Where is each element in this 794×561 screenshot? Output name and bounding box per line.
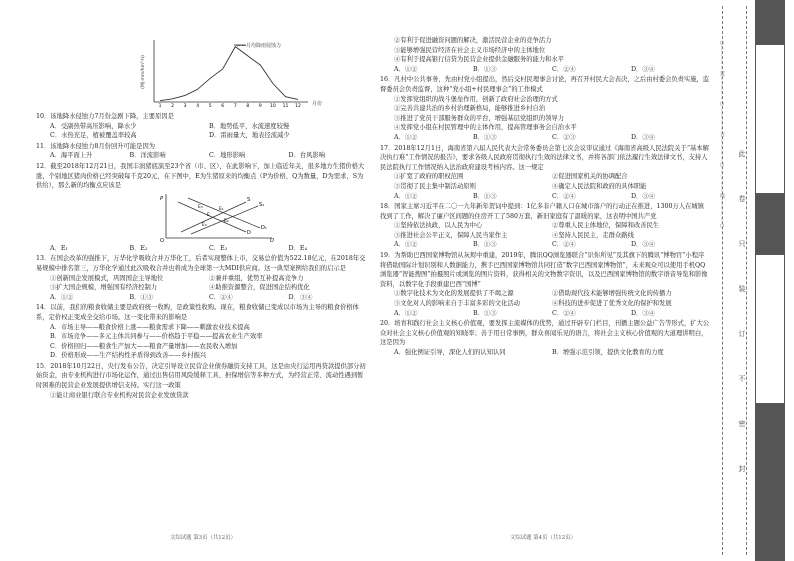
option-a[interactable]: A．市场主导——粮食价格上涨——粮食需求下降——刺激农业技术提高 [50, 323, 250, 331]
statement-1: ①扩宽了政府的职权范围 [394, 173, 464, 181]
question-12-stem: 12．截至2018年12月21日，我国丰润猪底演至23个省（市、区），在此影响下，加上临近年关，很多地方生猪价格大涨，个别地区猪肉价格已经突破每千克20元，在下图中，E为生猪原来的均衡点（P为价格，Q为数量，D为需求，S为供给），那么新的均衡点应该是 [36, 162, 365, 190]
question-15-options [380, 65, 710, 75]
option-d[interactable]: D．③④ [631, 309, 655, 317]
statement-4: ④有利于提高银行信贷为民营企业提供金融服务的能力和水平 [394, 56, 565, 64]
strip-segment-1 [755, 0, 785, 44]
rainfall-chart-svg [36, 36, 368, 108]
question-17-statements [380, 172, 710, 191]
supply-demand-diagram [36, 192, 368, 242]
option-c[interactable]: C．②④ [209, 293, 233, 301]
chart-xlabel: 月份 [312, 101, 323, 107]
option-a[interactable]: A．①② [394, 241, 418, 249]
label-s1: S₁ [259, 201, 265, 208]
option-a[interactable]: A．①② [394, 309, 418, 317]
statement-4: ④科技的进步促进了优秀文化的保护和发展 [552, 300, 672, 308]
strip-segment-3 [755, 194, 785, 254]
label-o: O [160, 237, 164, 242]
question-12-options [36, 244, 368, 254]
erosivity-series-line [160, 47, 298, 101]
option-d[interactable]: D．③④ [631, 241, 655, 249]
statement-2: ②完善共建共治的乡村治理新格局，能够推进乡村自治 [394, 105, 546, 113]
question-17 [380, 144, 710, 202]
strip-segment-4 [755, 254, 785, 404]
left-page-footer: 文综试题 第3页（共12页） [170, 535, 236, 541]
statement-4: ④坚持人民民主，走群众路线 [552, 231, 634, 239]
statement-3: ③贯彻了民主集中制活动原则 [394, 182, 476, 190]
question-17-stem: 17．2018年12月1日，海南省第六届人民代表大会常务委员会第七次会议审议通过《海南省高级人民法院关于“基本解决执行难”工作情况的报告》，要求各级人民政府贯彻执行生效的法律文书，并将各部门依法履行生效法律文书，支持人民法院执行工作情况纳入法治政府建设考核内容。这一规定 [380, 144, 709, 171]
label-e: E [207, 212, 210, 218]
statement-1: ①数字化技术为文化的发展提供了不竭之源 [394, 290, 514, 298]
option-a[interactable]: A．E₁ [50, 244, 68, 252]
statement-2: ②尊重人民主体地位，保障和改善民生 [552, 222, 660, 230]
option-a[interactable]: A．强化例证引导，深化人们的认知认同 [394, 349, 506, 356]
question-10 [36, 112, 368, 141]
x-tick-label: 8 [246, 104, 250, 108]
question-19 [380, 251, 710, 318]
option-b[interactable]: B．①③ [473, 241, 497, 249]
option-d[interactable]: D．台风影响 [288, 152, 326, 160]
option-d[interactable]: D．③④ [288, 293, 313, 301]
question-11-stem: 11．该地降水侵蚀力8月份回升可能是因为 [36, 142, 156, 150]
option-d[interactable]: D．③④ [631, 65, 655, 73]
option-b[interactable]: B．市场竞争——多元主体共同参与——价格趋于平稳——提高农业生产效率 [50, 333, 263, 341]
x-tick-label: 9 [258, 104, 262, 108]
option-d[interactable]: D．③④ [631, 133, 655, 141]
statement-1: ①坚持依法执政，以人民为中心 [394, 222, 483, 230]
question-12 [36, 162, 368, 253]
statement-4: ④发挥党小组在村民管理中的主体作用，提高管理事务会自治水平 [394, 124, 577, 132]
x-tick-label: 3 [183, 104, 187, 108]
option-b[interactable]: B．E₂ [129, 244, 148, 252]
option-c[interactable]: C．②④ [552, 192, 576, 200]
label-e3: E₃ [198, 204, 203, 210]
option-a[interactable]: A．①② [394, 133, 418, 141]
option-c[interactable]: C．②④ [552, 309, 576, 317]
option-a[interactable]: A．①② [394, 192, 418, 200]
question-18-options [380, 240, 710, 250]
option-b[interactable]: B．地势低平，水流速度较慢 [209, 122, 290, 130]
option-c[interactable]: C．E₃ [209, 244, 228, 252]
statement-2: ②促进国家机关的协调配合 [552, 173, 628, 181]
label-d1: D₁ [261, 224, 267, 231]
question-18-stem: 18．国家主席习近平在二〇一九年新年贺词中提到：1亿多非户籍人口在城市落户的行动正在推进，1300万人在城镇找到了工作，解决了廉户区间题的住房开工了580万套，新旧家庭有了温暖的家，这表明中国共产党 [380, 203, 704, 220]
option-b[interactable]: B．增强示范引领，提供文化教育的力度 [552, 349, 664, 356]
question-13-statements [36, 274, 368, 293]
statement-3: ③推进了党员干部服务群众的平台，增强基层党组织的领导力 [394, 114, 565, 122]
label-e2: E₂ [224, 218, 229, 224]
option-a[interactable]: A．①② [394, 65, 418, 73]
label-p: P [160, 195, 164, 202]
x-tick-label: 7 [233, 104, 237, 108]
question-10-stem: 10．该地降水侵蚀力7月份急剧下降，主要原因是 [36, 113, 174, 120]
question-17-options [380, 192, 710, 202]
question-18 [380, 202, 710, 250]
x-tick-label: 2 [171, 104, 174, 108]
question-11-options [36, 151, 368, 161]
x-tick-label: 10 [270, 104, 276, 108]
question-16-stem: 16．凡村中公共事务，先由村党小组提出，然后交村民理事会讨论，再召开村民大会表决，之后由村委会负责实施，监督委员会负责监督，这种“党小组+村民理事会”的工作模式 [380, 76, 710, 93]
question-13-stem: 13．在国企改革的强推下，万华化学吸收合并万华化工，后者实现整体上市，交易总价值为522.18亿元，在2018年交易规模中排名第三，万华化学通过此次吸收合并也将成为全球第一大MDI供应商。这一典型案例给我们的启示是 [36, 255, 366, 272]
option-a[interactable]: A．受副热带高压影响，降水少 [50, 122, 137, 130]
label-s: S [247, 196, 251, 203]
statement-1: ①发挥党组织的战斗堡垒作用，创新了政府社会治理的方式 [394, 95, 558, 103]
question-13 [36, 254, 368, 302]
option-d[interactable]: D．E₄ [288, 244, 307, 252]
option-c[interactable]: C．水热充足，植被覆盖率较高 [50, 132, 137, 140]
question-13-options [36, 293, 368, 303]
x-tick-label: 1 [158, 104, 162, 108]
option-b[interactable]: B．①③ [473, 192, 497, 200]
option-b[interactable]: B．①③ [473, 309, 497, 317]
option-c[interactable]: C．②④ [552, 241, 576, 249]
question-10-options [36, 122, 368, 141]
option-b[interactable]: B．洋流影响 [129, 152, 166, 160]
chart-legend: ——月均降雨侵蚀力 [236, 43, 282, 49]
question-19-options [380, 309, 710, 319]
x-tick-label: 11 [282, 104, 289, 108]
option-a[interactable]: A．①② [50, 293, 74, 301]
statement-4: ④确定人民法院和政府的具体职能 [552, 182, 647, 190]
option-c[interactable]: C．地形影响 [209, 152, 246, 160]
x-tick-label: 5 [208, 104, 212, 108]
strip-segment-2 [755, 44, 785, 194]
question-19-statements [380, 289, 710, 308]
question-20-stem: 20．培育和践行社会主义核心价值观，要发挥主流媒体的优势，通过开辟专门栏目，刊播主题公益广告等形式，扩大公众对社会主义核心价值观的知晓率；善于用日常事例，群众喜闻乐见的语言，将社会主义核心价值观的大道理讲明白，这是因为 [380, 320, 710, 347]
option-d[interactable]: D．价格形成——生产结构性矛盾得到改善——乡村振兴 [50, 352, 207, 360]
question-20-options [380, 348, 710, 358]
question-14 [36, 303, 368, 361]
statement-3: ③文化对人的影响来自于丰富多彩的文化活动 [394, 300, 520, 308]
question-15-continued [380, 36, 710, 74]
statement-4: ④助推资源整合，促进国企结构优化 [209, 284, 310, 292]
option-c[interactable]: C．②④ [552, 65, 576, 73]
question-18-statements [380, 221, 710, 240]
question-11 [36, 142, 368, 161]
statement-3: ③能够增强民营经济在社会主义市场经济中的主体地位 [394, 46, 546, 54]
statement-2: ②兼并重组，优势互补提高竞争力 [209, 274, 304, 282]
option-c[interactable]: C．②③ [552, 133, 576, 141]
rainfall-erosivity-chart [36, 36, 368, 108]
binding-strip [755, 0, 794, 561]
option-b[interactable]: B．①③ [129, 293, 154, 301]
strip-segment-5 [755, 404, 785, 561]
right-column [380, 36, 710, 359]
question-20 [380, 319, 710, 357]
left-column [36, 36, 368, 401]
label-q: Q [270, 237, 274, 242]
statement-3: ③推进社会公平正义，保障人民当家作主 [394, 231, 508, 239]
label-e1: E₁ [219, 206, 224, 212]
question-16 [380, 75, 710, 142]
option-b[interactable]: B．①③ [473, 133, 497, 141]
option-b[interactable]: B．①③ [473, 65, 497, 73]
statement-1: ①能让商业银行联合专业机构对民营企业发放贷款 [50, 391, 189, 399]
statement-3: ③扩大国企规模，增强国有经济控制力 [50, 284, 158, 292]
x-tick-label: 4 [196, 104, 200, 108]
right-page-footer: 文综试题 第4页（共12页） [510, 535, 576, 541]
option-a[interactable]: A．海平面上升 [50, 152, 93, 160]
label-e4: E₄ [202, 222, 207, 228]
statement-2: ②借助现代技术能够增强传统文化的传播力 [552, 290, 672, 298]
statement-2: ②有利于促进融资问题的解决，激活民营企业的竞争活力 [394, 37, 552, 44]
binding-notice: 此卷只装订不密封 [738, 150, 746, 510]
supply-demand-svg [36, 192, 368, 242]
x-tick-label: 12 [295, 104, 301, 108]
statement-1: ①创新国企发展模式，巩固国企主导地位 [50, 274, 164, 282]
question-14-stem: 14．以前，我们的粮食收储主要是政府统一收购，是政策性收购。现在，粮食收储已变成以市场为主导的粮食价格体系，定价权正变成全交给市场。这一变化带来的影响是 [36, 304, 359, 321]
label-d: D [247, 229, 251, 236]
x-tick-label: 6 [221, 104, 225, 108]
option-c[interactable]: C．价格回归——粮食生产加大——粮食产量增加——农民收入增加 [50, 342, 238, 350]
option-d[interactable]: D．雷雨量大，地表径流减少 [209, 132, 290, 140]
chart-ylabel: (MJ·mm/hm²·h) [141, 55, 146, 89]
question-16-options [380, 133, 710, 143]
question-15 [36, 362, 368, 400]
question-15-stem: 15．2018年10月22日，央行发布公告，决定引导设立民营企业债券融资支持工具，这是由央行运用再贷款提供部分初始资金，由专业机构进行市场化运作，通过出售信用风险缓释工具、担保增信等多种方式，为经营正常、流动性遇到暂时困难的民营企业发展提供增信支持。实行这一政策 [36, 362, 366, 390]
option-d[interactable]: D．③④ [631, 192, 655, 200]
question-19-stem: 19．为帮助巴西国家博物馆从灰烬中重建，2019年，腾讯QQ浏览器联合“识你所见”及其旗下的腾讯“博物官”小程序将借助国际计划识别和人数据能力，携手巴西国家博物馆共同打造“数字巴西国家博物馆”，未来观众可以使用手机QQ浏览器“智能搜图”拍摄照片或浏览的图片资料，获得相关的文物数字资讯，以及巴西国家博物馆的数字语音导览和影像资料，以数字化手段重建巴西“国博” [380, 252, 708, 288]
binding-outer-text: ○…………装…………○…………订…………○…………线…………○ [719, 40, 725, 230]
